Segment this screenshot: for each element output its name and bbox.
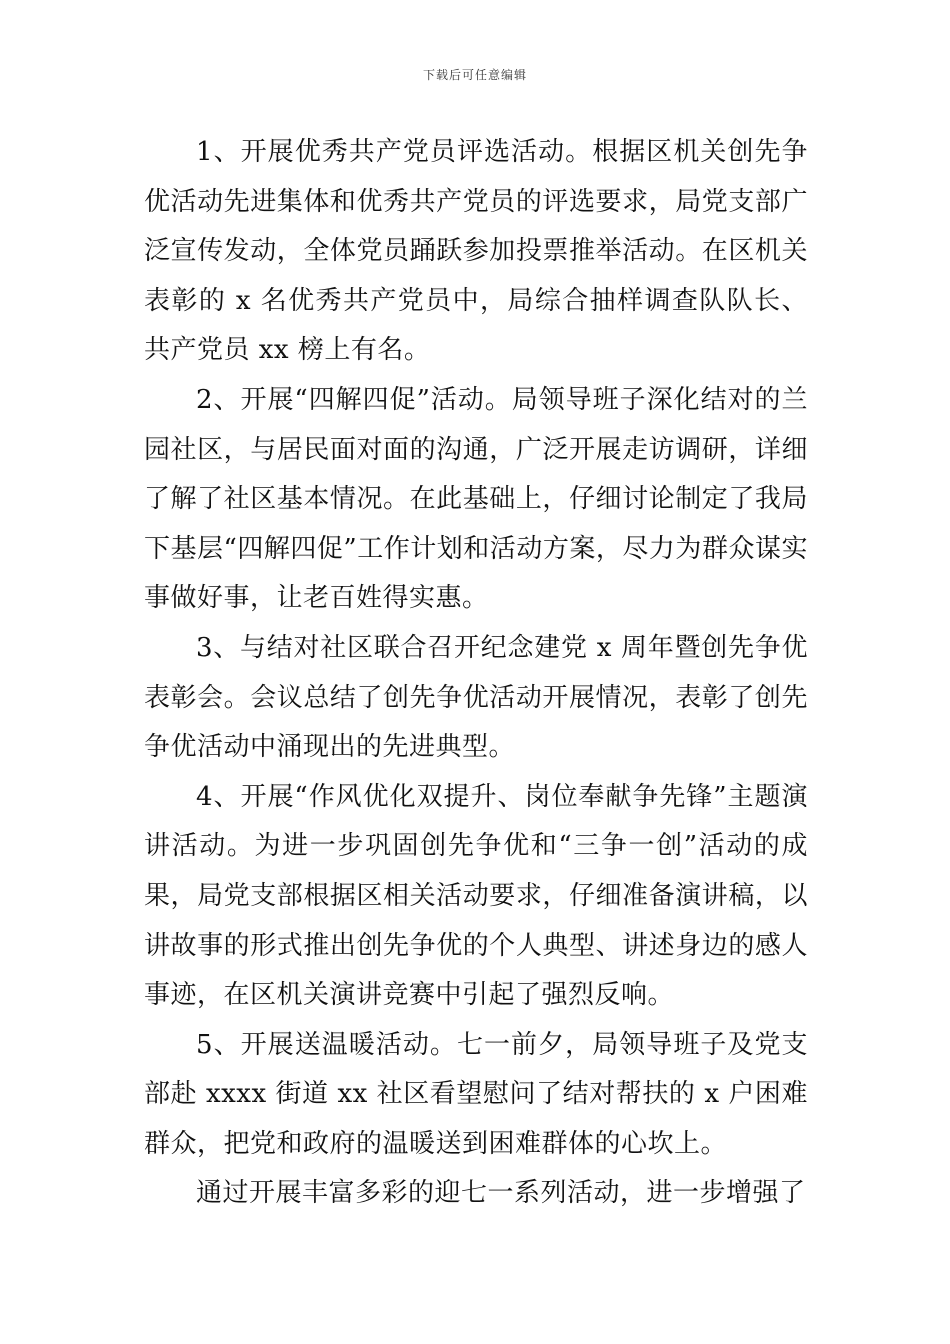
document-body [144,128,808,1219]
paragraph-6: 通过开展丰富多彩的迎七一系列活动，进一步增强了 [196,1178,806,1209]
paragraph-4: 4、开展“作风优化双提升、岗位奉献争先锋”主题演讲活动。为进一步巩固创先争优和“三争一创”活动的成果，局党支部根据区相关活动要求，仔细准备演讲稿，以讲故事的形式推出创先争优的个人典型、讲述身边的感人事迹，在区机关演讲竞赛中引起了强烈反响。 [144,781,808,1011]
paragraph-2: 2、开展“四解四促”活动。局领导班子深化结对的兰园社区，与居民面对面的沟通，广泛开展走访调研，详细了解了社区基本情况。在此基础上，仔细讨论制定了我局下基层“四解四促”工作计划和活动方案，尽力为群众谋实事做好事，让老百姓得实惠。 [144,384,808,614]
paragraph-1: 1、开展优秀共产党员评选活动。根据区机关创先争优活动先进集体和优秀共产党员的评选要求，局党支部广泛宣传发动，全体党员踊跃参加投票推举活动。在区机关表彰的 x 名优秀共产党员中，局综合抽样调查队队长、共产党员 xx 榜上有名。 [144,137,808,366]
paragraph-5: 5、开展送温暖活动。七一前夕，局领导班子及党支部赴 xxxx 街道 xx 社区看望慰问了结对帮扶的 x 户困难群众，把党和政府的温暖送到困难群体的心坎上。 [144,1029,808,1159]
page-header: 下载后可任意编辑 [422,68,527,82]
paragraph-3: 3、与结对社区联合召开纪念建党 x 周年暨创先争优表彰会。会议总结了创先争优活动开展情况，表彰了创先争优活动中涌现出的先进典型。 [144,632,808,763]
